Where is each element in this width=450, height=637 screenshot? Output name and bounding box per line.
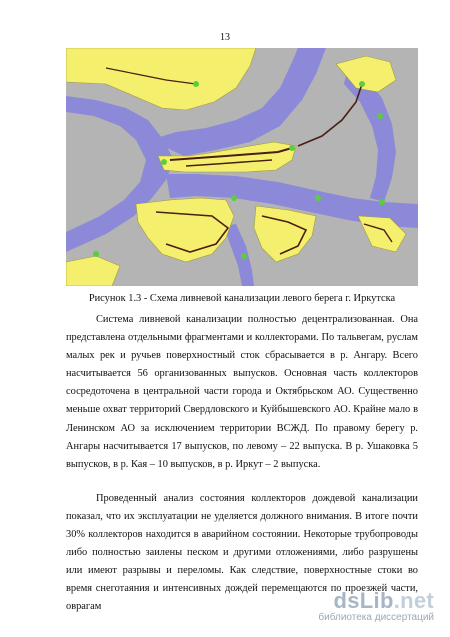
drainage-map-svg	[66, 48, 418, 286]
outlet-marker	[241, 253, 247, 259]
outlet-marker	[193, 81, 199, 87]
page-number: 13	[220, 32, 230, 43]
outlet-marker	[379, 199, 385, 205]
outlet-marker	[231, 195, 237, 201]
outlet-marker	[93, 251, 99, 257]
paragraph: Проведенный анализ состояния коллекторов дождевой канализации показал, что их эксплуатации не уделяется должного внимания. В итоге почти 30% коллекторов находится в аварийном состоянии. Некоторые трубопроводы либо полностью заилены песком и другими отложениями, либо разрушены или имеют разрывы и переломы. Как следствие, поверхностные стоки во время снеготаяния и интенсивных дождей перемещаются по проезжей части, оврагам	[66, 492, 418, 613]
watermark-logo-main: dsLib	[333, 588, 394, 613]
outlet-marker	[161, 159, 167, 165]
watermark-logo-suffix: .net	[393, 588, 434, 613]
figure-caption: Рисунок 1.3 - Схема ливневой канализации левого берега г. Иркутска	[88, 293, 396, 304]
body-text	[66, 311, 418, 617]
outlet-marker	[359, 81, 365, 87]
paragraph: Система ливневой канализации полностью децентрализованная. Она представлена отдельными фрагментами и коллекторами. По тальвегам, руслам малых рек и ручьев поверхностный сток сбрасывается в р. Ангару. Всего насчитывается 56 организованных выпусков. Основная часть коллекторов сосредоточена в центральной части города и Октябрьском АО. Существенно меньше охват территорий Свердловского и Куйбышевского АО. Крайне мало в Ленинском АО за исключением территории ВСЖД. По правому берегу р. Ангары насчитывается 17 выпусков, по левому – 22 выпуска. В р. Ушаковка 5 выпусков, в р. Кая – 10 выпусков, в р. Иркут – 2 выпуска.	[66, 314, 418, 470]
watermark	[318, 588, 434, 623]
drainage-map-figure	[66, 48, 418, 286]
watermark-logo	[318, 588, 434, 614]
outlet-marker	[315, 195, 321, 201]
watermark-subtitle: библиотека диссертаций	[318, 612, 434, 623]
outlet-marker	[289, 145, 295, 151]
outlet-marker	[377, 113, 383, 119]
